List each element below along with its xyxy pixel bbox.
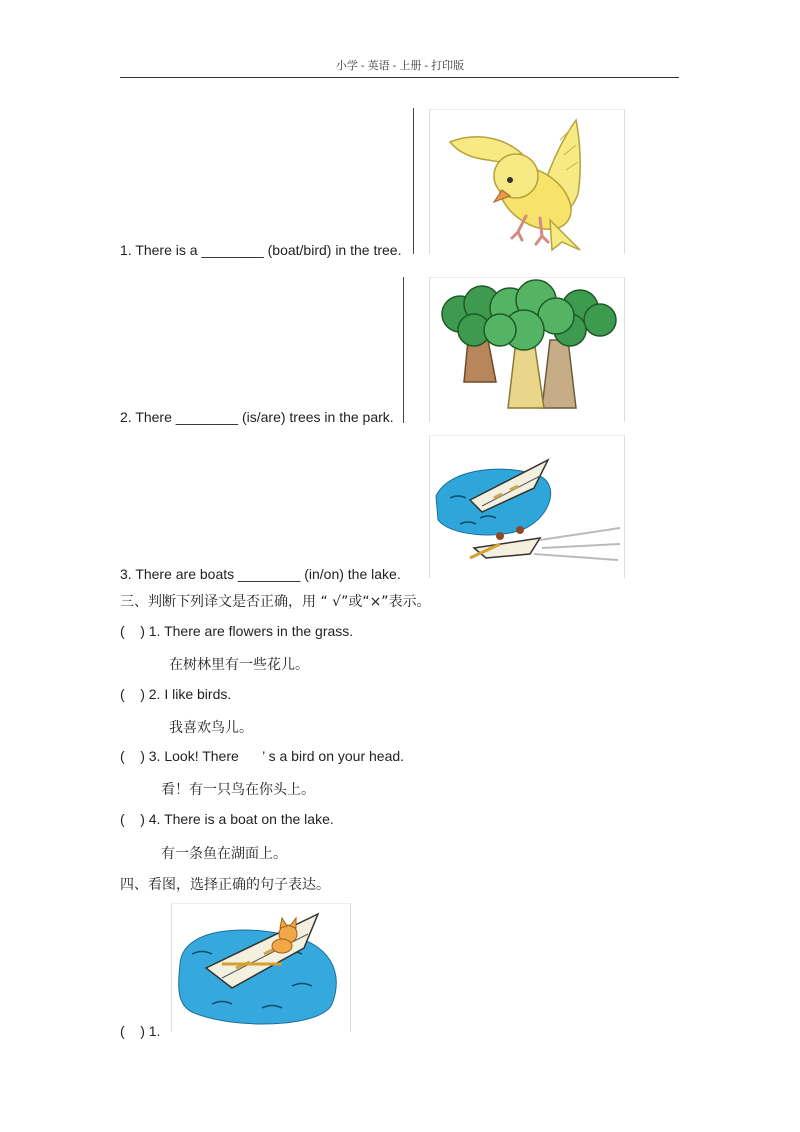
section-4-title: 四、看图，选择正确的句子表达。 xyxy=(120,877,330,893)
cat-boat-icon xyxy=(172,904,350,1032)
boats-icon xyxy=(430,436,624,578)
judge-item-3: ( ) 3. Look! There ’ s a bird on your head. xyxy=(120,748,405,764)
bird-picture xyxy=(429,109,625,254)
trees-icon xyxy=(430,278,624,422)
vertical-rule xyxy=(403,277,404,423)
vertical-rule xyxy=(413,108,414,254)
page-header: 小学 - 英语 - 上册 - 打印版 xyxy=(335,60,465,72)
judge-item-2-translation: 我喜欢鸟儿。 xyxy=(169,720,253,736)
fill-item-1: 1. There is a ________ (boat/bird) in the tree. xyxy=(120,242,402,258)
judge-item-4-translation: 有一条鱼在湖面上。 xyxy=(161,846,287,862)
trees-picture xyxy=(429,277,625,422)
section-3-title: 三、判断下列译文是否正确，用 “ √”或“×”表示。 xyxy=(120,594,431,610)
judge-item-1: ( ) 1. There are flowers in the grass. xyxy=(120,623,354,639)
judge-item-1-translation: 在树林里有一些花儿。 xyxy=(169,657,309,673)
picture-item-1-label: ( ) 1. xyxy=(120,1023,161,1039)
judge-item-4: ( ) 4. There is a boat on the lake. xyxy=(120,811,334,827)
judge-item-2: ( ) 2. I like birds. xyxy=(120,686,232,702)
fill-item-3: 3. There are boats ________ (in/on) the lake. xyxy=(120,566,401,582)
boats-picture xyxy=(429,435,625,578)
judge-item-3-translation: 看！有一只鸟在你头上。 xyxy=(161,782,315,798)
cat-boat-picture xyxy=(171,903,351,1032)
bird-icon xyxy=(430,110,624,254)
header-divider xyxy=(120,77,679,78)
fill-item-2: 2. There ________ (is/are) trees in the park. xyxy=(120,409,394,425)
